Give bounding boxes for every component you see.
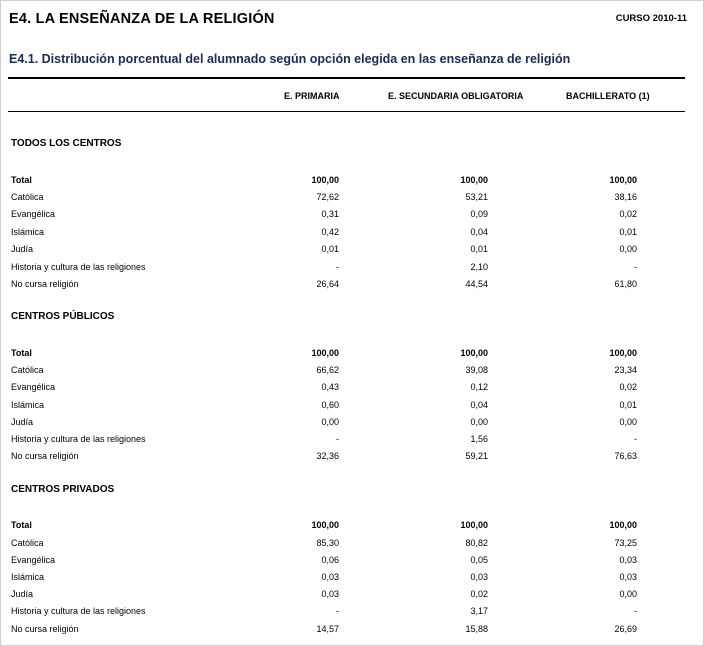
row-label: Total: [11, 348, 32, 358]
cell-primaria: 0,03: [321, 572, 339, 582]
table-row: [1, 365, 701, 381]
table-row: [1, 520, 701, 536]
table-row: [1, 624, 701, 640]
section-title-todos: TODOS LOS CENTROS: [11, 138, 122, 149]
cell-primaria: 66,62: [316, 365, 339, 375]
table-row: [1, 227, 701, 243]
table-row: [1, 244, 701, 260]
table-row: [1, 348, 701, 364]
row-label: Historia y cultura de las religiones: [11, 434, 146, 444]
cell-primaria: 0,03: [321, 589, 339, 599]
cell-primaria: 100,00: [311, 520, 339, 530]
cell-primaria: 100,00: [311, 175, 339, 185]
cell-bachillerato: 76,63: [614, 451, 637, 461]
cell-primaria: 26,64: [316, 279, 339, 289]
cell-bachillerato: 0,00: [619, 589, 637, 599]
column-header-primaria: E. PRIMARIA: [284, 91, 340, 101]
section-title-privados: CENTROS PRIVADOS: [11, 484, 115, 495]
row-label: Evangélica: [11, 555, 56, 565]
row-label: Evangélica: [11, 209, 56, 219]
cell-bachillerato: 0,03: [619, 572, 637, 582]
cell-bachillerato: 23,34: [614, 365, 637, 375]
cell-primaria: 100,00: [311, 348, 339, 358]
course-label: CURSO 2010-11: [615, 13, 687, 24]
cell-secundaria: 0,09: [470, 209, 488, 219]
header-top-rule: [8, 77, 685, 79]
cell-primaria: 32,36: [316, 451, 339, 461]
cell-primaria: 0,42: [321, 227, 339, 237]
cell-primaria: -: [336, 606, 339, 616]
cell-bachillerato: 38,16: [614, 192, 637, 202]
table-row: [1, 538, 701, 554]
cell-secundaria: 53,21: [465, 192, 488, 202]
cell-secundaria: 0,00: [470, 417, 488, 427]
page-title: E4. LA ENSEÑANZA DE LA RELIGIÓN: [9, 11, 275, 27]
table-row: [1, 606, 701, 622]
cell-bachillerato: 0,01: [619, 400, 637, 410]
row-label: Católica: [11, 365, 44, 375]
cell-bachillerato: -: [634, 262, 637, 272]
cell-secundaria: 100,00: [460, 520, 488, 530]
cell-bachillerato: -: [634, 434, 637, 444]
cell-bachillerato: 100,00: [609, 348, 637, 358]
cell-secundaria: 0,03: [470, 572, 488, 582]
cell-bachillerato: 0,02: [619, 209, 637, 219]
cell-bachillerato: 100,00: [609, 175, 637, 185]
column-header-bachillerato: BACHILLERATO (1): [566, 91, 650, 101]
cell-bachillerato: 73,25: [614, 538, 637, 548]
cell-secundaria: 0,04: [470, 400, 488, 410]
cell-secundaria: 0,01: [470, 244, 488, 254]
header-bottom-rule: [8, 111, 685, 112]
cell-bachillerato: 0,00: [619, 244, 637, 254]
cell-secundaria: 15,88: [465, 624, 488, 634]
cell-primaria: -: [336, 262, 339, 272]
cell-secundaria: 44,54: [465, 279, 488, 289]
table-row: [1, 451, 701, 467]
row-label: Historia y cultura de las religiones: [11, 606, 146, 616]
table-row: [1, 209, 701, 225]
cell-primaria: 85,30: [316, 538, 339, 548]
table-row: [1, 279, 701, 295]
row-label: Islámica: [11, 400, 45, 410]
row-label: No cursa religión: [11, 624, 79, 634]
cell-primaria: 0,43: [321, 382, 339, 392]
cell-secundaria: 1,56: [470, 434, 488, 444]
table-row: [1, 589, 701, 605]
table-row: [1, 400, 701, 416]
cell-primaria: 0,31: [321, 209, 339, 219]
row-label: Total: [11, 520, 32, 530]
cell-secundaria: 59,21: [465, 451, 488, 461]
table-subtitle: E4.1. Distribución porcentual del alumnado según opción elegida en las enseñanza de religión: [9, 52, 571, 66]
row-label: Islámica: [11, 227, 45, 237]
table-row: [1, 192, 701, 208]
row-label: No cursa religión: [11, 279, 79, 289]
cell-secundaria: 80,82: [465, 538, 488, 548]
table-row: [1, 382, 701, 398]
row-label: Evangélica: [11, 382, 56, 392]
cell-bachillerato: 0,02: [619, 382, 637, 392]
cell-primaria: 0,06: [321, 555, 339, 565]
cell-primaria: -: [336, 434, 339, 444]
cell-bachillerato: 0,01: [619, 227, 637, 237]
row-label: Islámica: [11, 572, 45, 582]
cell-secundaria: 3,17: [470, 606, 488, 616]
row-label: Judía: [11, 244, 34, 254]
row-label: Católica: [11, 192, 44, 202]
row-label: Historia y cultura de las religiones: [11, 262, 146, 272]
row-label: Total: [11, 175, 32, 185]
cell-bachillerato: -: [634, 606, 637, 616]
table-row: [1, 175, 701, 191]
table-row: [1, 417, 701, 433]
cell-bachillerato: 26,69: [614, 624, 637, 634]
cell-secundaria: 0,12: [470, 382, 488, 392]
column-header-secundaria: E. SECUNDARIA OBLIGATORIA: [388, 91, 524, 101]
cell-primaria: 72,62: [316, 192, 339, 202]
cell-primaria: 14,57: [316, 624, 339, 634]
row-label: Judía: [11, 589, 34, 599]
cell-bachillerato: 61,80: [614, 279, 637, 289]
cell-secundaria: 100,00: [460, 175, 488, 185]
table-row: [1, 434, 701, 450]
cell-secundaria: 0,02: [470, 589, 488, 599]
cell-secundaria: 0,05: [470, 555, 488, 565]
section-title-publicos: CENTROS PÚBLICOS: [11, 311, 115, 322]
cell-secundaria: 0,04: [470, 227, 488, 237]
cell-secundaria: 100,00: [460, 348, 488, 358]
cell-primaria: 0,00: [321, 417, 339, 427]
row-label: No cursa religión: [11, 451, 79, 461]
table-row: [1, 262, 701, 278]
cell-secundaria: 39,08: [465, 365, 488, 375]
cell-primaria: 0,60: [321, 400, 339, 410]
table-row: [1, 555, 701, 571]
row-label: Católica: [11, 538, 44, 548]
table-row: [1, 572, 701, 588]
cell-bachillerato: 0,00: [619, 417, 637, 427]
cell-primaria: 0,01: [321, 244, 339, 254]
cell-bachillerato: 100,00: [609, 520, 637, 530]
cell-secundaria: 2,10: [470, 262, 488, 272]
cell-bachillerato: 0,03: [619, 555, 637, 565]
row-label: Judía: [11, 417, 34, 427]
